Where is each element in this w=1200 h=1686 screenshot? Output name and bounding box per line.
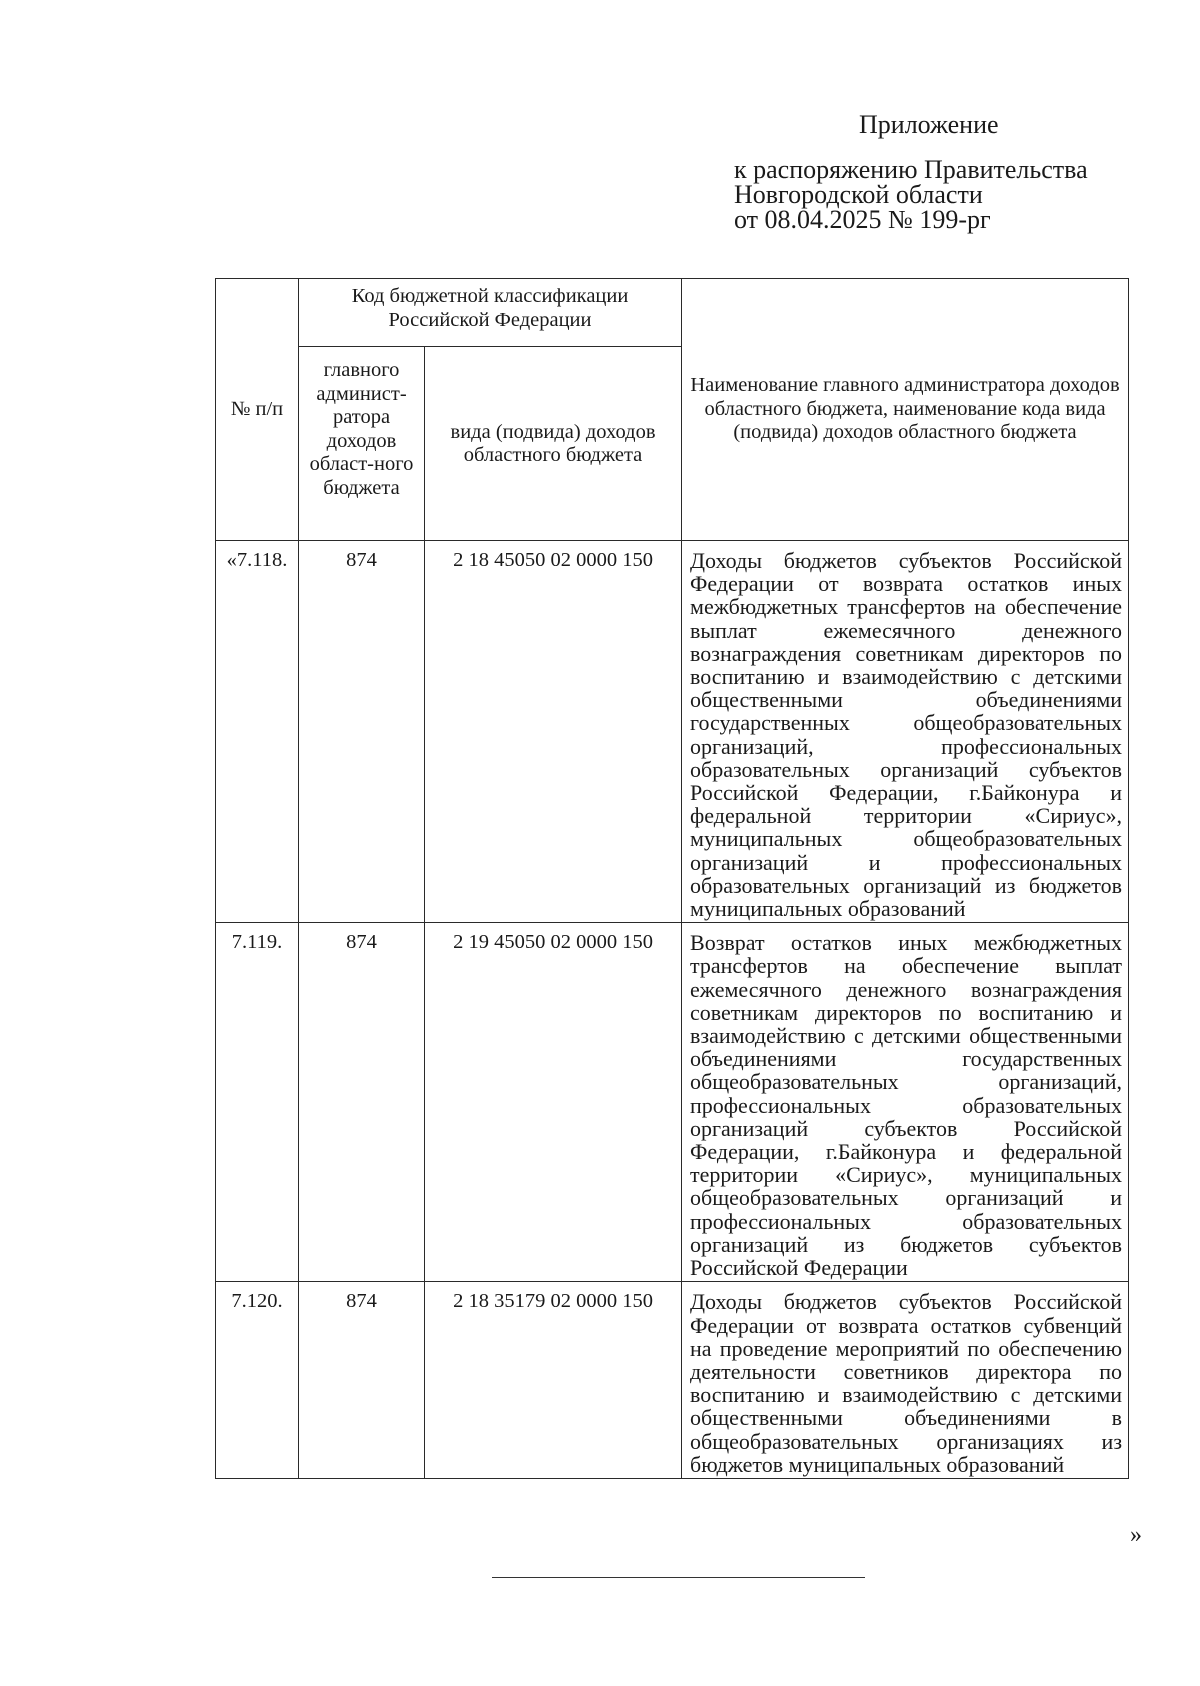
- row-income-code: 2 19 45050 02 0000 150: [425, 923, 682, 1282]
- table-row: [216, 541, 1129, 923]
- income-codes-table: [215, 278, 1129, 1479]
- header-name: Наименование главного администратора доходов областного бюджета, наименование кода вида (подвида) доходов областного бюджета: [682, 279, 1129, 541]
- row-admin-code: 874: [299, 923, 425, 1282]
- row-income-code: 2 18 35179 02 0000 150: [425, 1282, 682, 1479]
- row-admin-code: 874: [299, 541, 425, 923]
- row-number: «7.118.: [216, 541, 299, 923]
- row-income-name: Возврат остатков иных межбюджетных трансфертов на обеспечение выплат ежемесячного денежного вознаграждения советникам директоров по воспитанию и взаимодействию с детскими общественными объединениями государственных общеобразовательных организаций, профессиональных образовательных организаций субъектов Российской Федерации, г.Байконура и федеральной территории «Сириус», муниципальных общеобразовательных организаций и профессиональных образовательных организаций из бюджетов субъектов Российской Федерации: [682, 923, 1129, 1282]
- table-header: [216, 279, 1129, 541]
- appendix-line-region: Новгородской области: [734, 180, 983, 209]
- header-income-type-code: вида (подвида) доходов областного бюджета: [425, 347, 682, 541]
- row-income-code: 2 18 45050 02 0000 150: [425, 541, 682, 923]
- header-admin-code: главного админист-ратора доходов област-ного бюджета: [299, 347, 425, 541]
- table-row: [216, 923, 1129, 1282]
- appendix-line-decree: к распоряжению Правительства: [734, 155, 1088, 184]
- row-income-name: Доходы бюджетов субъектов Российской Федерации от возврата остатков иных межбюджетных трансфертов на обеспечение выплат ежемесячного денежного вознаграждения советникам директоров по воспитанию и взаимодействию с детскими общественными объединениями государственных общеобразовательных организаций, профессиональных образовательных организаций субъектов Российской Федерации, г.Байконура и федеральной территории «Сириус», муниципальных общеобразовательных организаций и профессиональных образовательных организаций из бюджетов муниципальных образований: [682, 541, 1129, 923]
- appendix-line-date: от 08.04.2025 № 199-рг: [734, 205, 991, 234]
- header-number: № п/п: [216, 279, 299, 541]
- header-kbk-group: Код бюджетной классификации Российской Федерации: [299, 279, 682, 347]
- row-number: 7.120.: [216, 1282, 299, 1479]
- row-number: 7.119.: [216, 923, 299, 1282]
- appendix-title: Приложение: [859, 110, 999, 139]
- table-row: [216, 1282, 1129, 1479]
- row-income-name: Доходы бюджетов субъектов Российской Федерации от возврата остатков субвенций на проведение мероприятий по обеспечению деятельности советников директора по воспитанию и взаимодействию с детскими общественными объединениями в общеобразовательных организациях из бюджетов муниципальных образований: [682, 1282, 1129, 1479]
- end-divider: [492, 1577, 865, 1578]
- row-admin-code: 874: [299, 1282, 425, 1479]
- appendix-header: [734, 112, 1154, 232]
- closing-quote: »: [1130, 1522, 1142, 1548]
